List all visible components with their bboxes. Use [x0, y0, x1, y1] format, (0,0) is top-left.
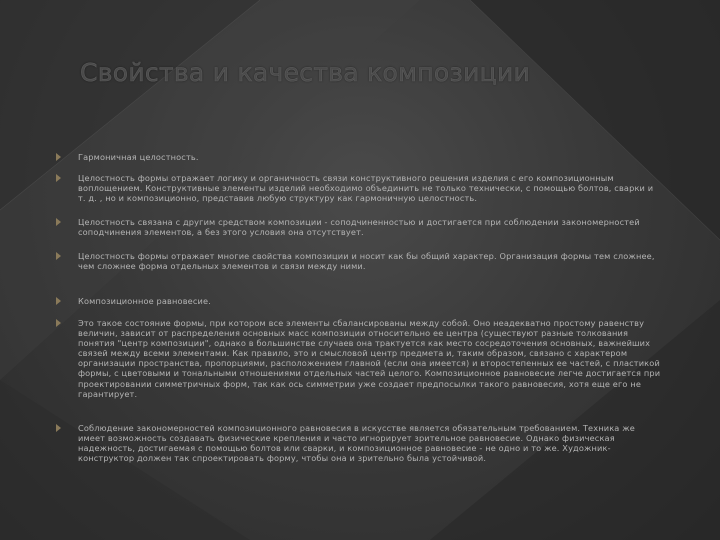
bullet-arrow-icon	[56, 319, 61, 327]
bullet-text: Целостность связана с другим средством композиции - соподчиненностью и достигается при соблюдении закономерностей соподчинения элементов, а без этого условия она отсутствует.	[78, 217, 640, 238]
slide-title: Свойства и качества композиции	[80, 58, 531, 87]
bullet-arrow-icon	[56, 252, 61, 260]
bullet-text: Целостность формы отражает многие свойства композиции и носит как бы общий характер. Организация формы тем сложнее, чем сложнее форма отдельных элементов и связи между ними.	[78, 251, 655, 272]
bullet-text: Композиционное равновесие.	[78, 296, 211, 306]
bullet-text: Целостность формы отражает логику и органичность связи конструктивного решения изделия с его композиционным воплощением. Конструктивные элементы изделий необходимо объединить не только технически, с помощью болтов, сварки и т. д. , но и композиционно, представив любую структуру как гармоничную целостность.	[78, 173, 654, 204]
bullet-arrow-icon	[56, 218, 61, 226]
bullet-arrow-icon	[56, 424, 61, 432]
bullet-text: Соблюдение закономерностей композиционного равновесия в искусстве является обязательным требованием. Техника же имеет возможность создавать физические крепления и часто игнорирует зрительное равновесие. Однако физическая надежность, достигаемая с помощью болтов или сварки, и композиционное равновесие - не одно и то же. Художник-конструктор должен так спроектировать форму, чтобы она и зрительно была устойчивой.	[78, 423, 635, 464]
bullet-text: Это такое состояние формы, при котором все элементы сбалансированы между собой. Оно неадекватно простому равенству величин, зависит от распределения основных масс композиции относительно ее центра (существуют разные толкования понятия "центр композиции", однако в большинстве случаев она трактуется как место сосредоточения основных, важнейших связей между всеми элементами. Как правило, это и смысловой центр предмета и, таким образом, связано с характером организации пространства, пропорциями, расположением главной (если она имеется) и второстепенных ее частей, с пластикой формы, с цветовыми и тональными отношениями отдельных частей целого. Композиционное равновесие легче достигается при проектировании симметричных форм, так как ось симметрии уже создает предпосылки такого равновесия, хотя еще его не гарантирует.	[78, 318, 661, 399]
bullet-arrow-icon	[56, 174, 61, 182]
bullet-arrow-icon	[56, 297, 61, 305]
bullet-arrow-icon	[56, 153, 61, 161]
bullet-text: Гармоничная целостность.	[78, 152, 199, 162]
